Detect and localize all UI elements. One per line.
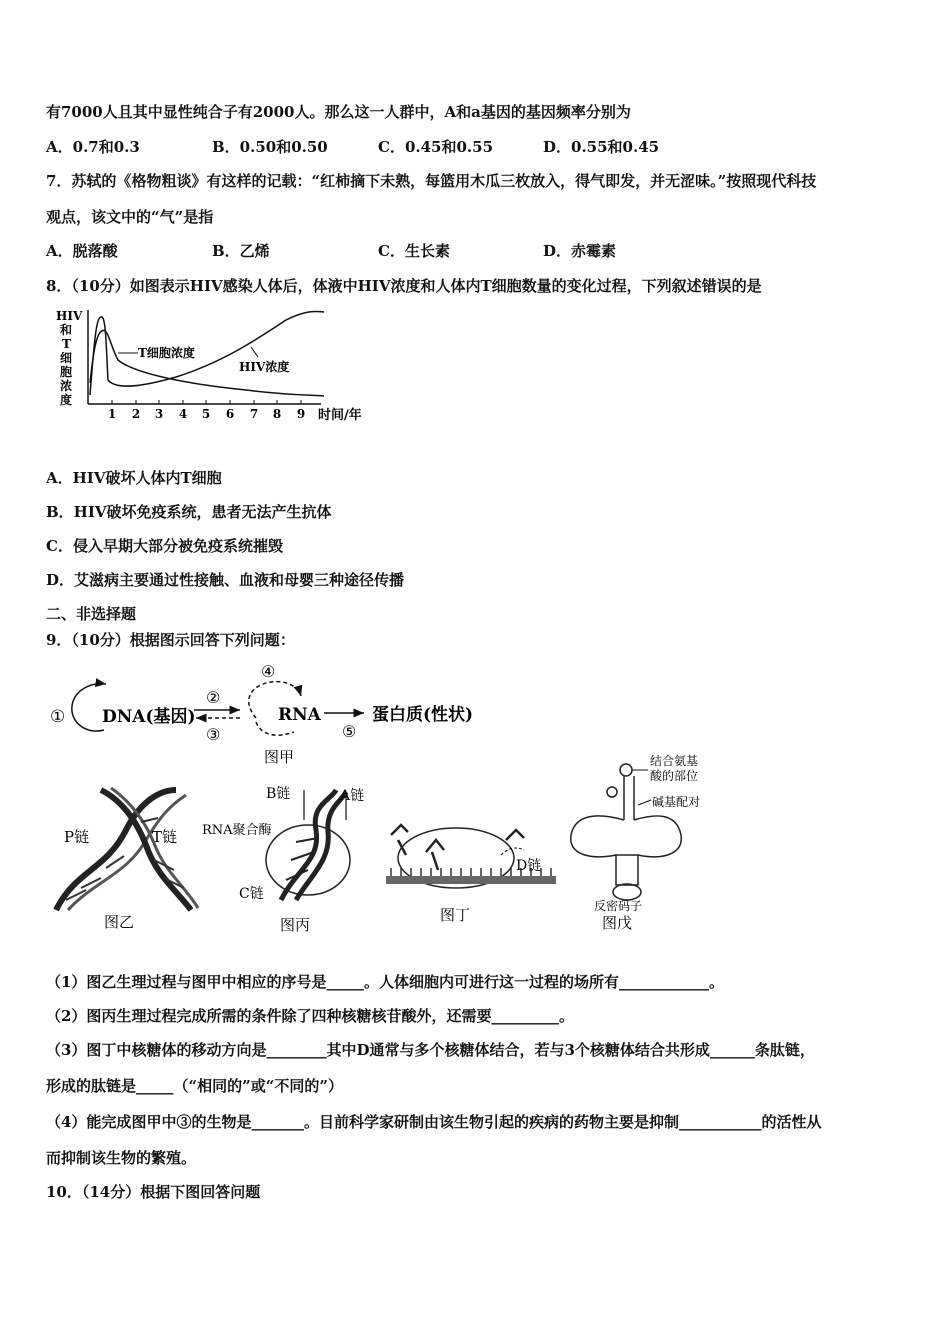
xtick-7: 7 — [249, 407, 259, 421]
q9-sub3-line2: 形成的肽链是_____（“相同的”或“不同的”） — [46, 1077, 344, 1095]
hiv-leader — [251, 347, 258, 357]
trna-cloverleaf — [571, 764, 682, 900]
ylabel-5: 浓 — [60, 379, 73, 393]
xtick-2: 2 — [131, 407, 141, 421]
q7-line2: 观点，该文中的“气”是指 — [46, 208, 214, 226]
q9-sub4-line1: （4）能完成图甲中③的生物是_______。目前科学家研制由该生物引起的疾病的药物主要是抑制___________的活性从 — [46, 1113, 822, 1131]
label-protein: 蛋白质(性状) — [372, 705, 474, 725]
q9-sub3-line1: （3）图丁中核糖体的移动方向是________其中D通常与多个核糖体结合，若与3个核糖体结合共形成______条肽链， — [46, 1041, 815, 1059]
q8-text: 8．（10分）如图表示HIV感染人体后，体液中HIV浓度和人体内T细胞数量的变化过程，下列叙述错误的是 — [46, 277, 762, 295]
label-c-chain: C链 — [239, 886, 264, 902]
xtick-3: 3 — [154, 407, 164, 421]
q10-text: 10．（14分）根据下图回答问题 — [46, 1183, 261, 1201]
q7-option-b: B．乙烯 — [212, 242, 270, 260]
label-aa-site-1: 结合氨基 — [650, 754, 699, 768]
ylabel-3: 细 — [60, 351, 73, 365]
helix-bing — [281, 790, 346, 900]
xtick-8: 8 — [272, 407, 282, 421]
q7-option-d: D．赤霉素 — [543, 242, 617, 260]
q7-line1: 7．苏轼的《格物粗谈》有这样的记载：“红柿摘下未熟，每篮用木瓜三枚放入，得气即发，并无涩味。”按照现代科技 — [46, 172, 817, 190]
q6-option-b: B．0.50和0.50 — [212, 138, 328, 156]
tcell-label: T细胞浓度 — [138, 346, 195, 360]
label-aa-site-2: 酸的部位 — [650, 769, 699, 783]
q9-sub4-line2: 而抑制该生物的繁殖。 — [46, 1149, 197, 1167]
q7-option-a: A．脱落酸 — [46, 242, 118, 260]
caption-wu: 图戊 — [602, 914, 633, 932]
q6-option-a: A．0.7和0.3 — [46, 138, 140, 156]
label-rna-pol: RNA聚合酶 — [202, 823, 272, 838]
label-n1: ① — [50, 707, 66, 727]
label-n3: ③ — [206, 725, 221, 744]
xtick-4: 4 — [178, 407, 188, 421]
xtick-6: 6 — [225, 407, 235, 421]
label-anticodon: 反密码子 — [594, 899, 643, 913]
caption-yi: 图乙 — [104, 913, 135, 931]
label-n5: ⑤ — [342, 722, 357, 741]
chart-xlabel: 时间/年 — [318, 408, 362, 423]
q7-option-c: C．生长素 — [378, 242, 450, 260]
chart-ylabel — [56, 309, 83, 407]
q9-sub1: （1）图乙生理过程与图甲中相应的序号是_____。人体细胞内可进行这一过程的场所有____________。 — [46, 973, 724, 991]
ylabel-1: 和 — [60, 323, 73, 337]
xtick-9: 9 — [296, 407, 306, 421]
hiv-tcell-chart — [46, 305, 386, 430]
label-b-chain: B链 — [266, 786, 291, 802]
q8-option-a: A．HIV破坏人体内T细胞 — [46, 469, 222, 487]
q6-text: 有7000人且其中显性纯合子有2000人。那么这一人群中，A和a基因的基因频率分别为 — [46, 103, 631, 121]
q6-option-d: D．0.55和0.45 — [543, 138, 660, 156]
q9-sub2: （2）图丙生理过程完成所需的条件除了四种核糖核苷酸外，还需要_________。 — [46, 1007, 574, 1025]
helix-yi — [56, 788, 198, 910]
label-d-chain: D链 — [516, 858, 542, 874]
xtick-1: 1 — [107, 407, 117, 421]
figure-jia — [46, 660, 506, 770]
caption-bing: 图丙 — [280, 916, 311, 934]
section-heading: 二、非选择题 — [46, 605, 137, 623]
label-a-chain: A链 — [340, 788, 365, 804]
label-base-pair: 碱基配对 — [652, 795, 701, 809]
q6-option-c: C．0.45和0.55 — [378, 138, 494, 156]
replication-loop — [72, 684, 106, 731]
ylabel-2: T — [62, 337, 71, 351]
caption-jia: 图甲 — [264, 748, 295, 766]
caption-ding: 图丁 — [440, 906, 471, 924]
ylabel-6: 度 — [60, 393, 73, 407]
q8-option-d: D．艾滋病主要通过性接触、血液和母婴三种途径传播 — [46, 571, 405, 589]
ylabel-4: 胞 — [60, 365, 73, 379]
xtick-5: 5 — [201, 407, 211, 421]
label-rna: RNA — [278, 705, 321, 725]
hiv-label: HIV浓度 — [239, 360, 290, 374]
trna-shapes — [391, 825, 524, 870]
q8-option-b: B．HIV破坏免疫系统，患者无法产生抗体 — [46, 503, 332, 521]
mrna-strip — [386, 876, 556, 884]
q9-text: 9．（10分）根据图示回答下列问题： — [46, 631, 295, 649]
ylabel-0: HIV — [56, 309, 83, 323]
label-n4: ④ — [261, 662, 276, 681]
label-t-chain: T链 — [152, 828, 178, 846]
label-n2: ② — [206, 688, 221, 707]
label-dna: DNA(基因) — [102, 707, 196, 727]
label-p-chain: P链 — [64, 828, 90, 846]
q8-option-c: C．侵入早期大部分被免疫系统摧毁 — [46, 537, 283, 555]
